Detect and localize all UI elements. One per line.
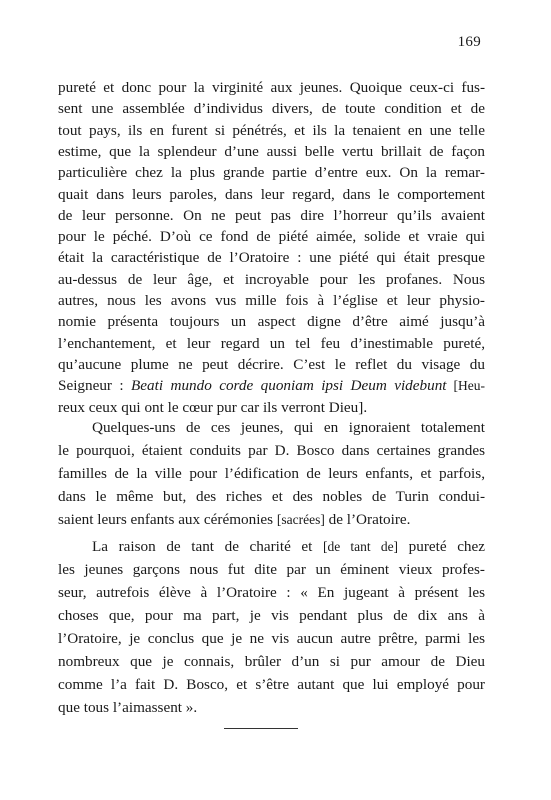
text-line: comme l’a fait D. Bosco, et s’être autant que lui employé pour — [58, 676, 485, 693]
text-line: familles de la ville pour l’édification de leurs enfants, et parfois, — [58, 465, 485, 482]
text-line: était la caractéristique de l’Oratoire : une piété qui était presque — [58, 249, 485, 267]
text-line — [92, 536, 485, 558]
text-line: l’Oratoire, je conclus que je ne vis aucun autre prêtre, parmi les — [58, 630, 485, 647]
section-divider — [224, 728, 298, 729]
latin-quote: Beati mundo corde quoniam ipsi Deum videbunt — [131, 377, 447, 395]
text-line: Quelques-uns de ces jeunes, qui en ignoraient totalement — [92, 419, 485, 436]
page-number: 169 — [457, 34, 481, 50]
text-line: tout pays, ils en furent si pénétrés, et ils la tenaient en une telle — [58, 121, 485, 139]
text-line: au-dessus de leur âge, et incroyable pour les profanes. Nous — [58, 270, 485, 288]
text-line: qu’aucune plume ne peut décrire. C’est le reflet du visage du — [58, 355, 485, 373]
text-line: choses que, pour ma part, je vis pendant plus de dix ans à — [58, 607, 485, 624]
text-line: nomie présenta toujours un aspect digne d’être aimé jusqu’à — [58, 313, 485, 331]
text-line: sent une assemblée d’individus divers, de toute condition et de — [58, 100, 485, 118]
text-line: les jeunes garçons nous fut dite par un éminent vieux profes- — [58, 561, 485, 578]
text-line: de leur personne. On ne peut pas dire l’horreur qu’ils avaient — [58, 206, 485, 224]
text-line: que tous l’aimassent ». — [58, 699, 198, 716]
text-line: autres, nous les avons vus mille fois à l’église et leur physio- — [58, 292, 485, 309]
text-segment: saient leurs enfants aux cérémonies — [58, 511, 277, 528]
text-line: pour le péché. D’où ce fond de piété aimée, solide et vraie qui — [58, 228, 485, 246]
text-line: l’enchantement, et leur regard un tel feu d’inestimable pureté, — [58, 334, 485, 352]
text-line: estime, que la splendeur d’une aussi belle vertu brillait de façon — [58, 142, 485, 160]
text-line: le pourquoi, étaient conduits par D. Bosco dans certaines grandes — [58, 442, 485, 459]
bracket-insertion: [sacrées] — [276, 512, 325, 527]
text-line: dans le même but, des riches et des nobles de Turin condui- — [58, 488, 485, 505]
text-line: nombreux que je connais, brûler d’un si pur amour de Dieu — [58, 653, 485, 670]
text-segment: pureté chez — [398, 538, 486, 555]
bracket-translation-start: [Heu- — [446, 378, 485, 394]
text-line: quait dans leurs paroles, dans leur regard, dans le comportement — [58, 185, 485, 203]
text-line: pureté et donc pour la virginité aux jeunes. Quoique ceux-ci fus- — [58, 79, 485, 96]
bracket-insertion: [de tant de] — [323, 539, 399, 554]
text-line-latin-quote — [58, 375, 485, 397]
text-segment: Seigneur : — [58, 377, 132, 395]
text-segment: La raison de tant de charité et — [92, 538, 323, 555]
text-segment: de l’Oratoire. — [324, 511, 411, 528]
text-line: seur, autrefois élève à l’Oratoire : « En jugeant à présent les — [58, 584, 485, 601]
text-line — [58, 509, 485, 531]
text-line: particulière chez la plus grande partie d’entre eux. On la remar- — [58, 164, 485, 182]
text-line-translation: reux ceux qui ont le cœur pur car ils verront Dieu]. — [58, 398, 368, 416]
